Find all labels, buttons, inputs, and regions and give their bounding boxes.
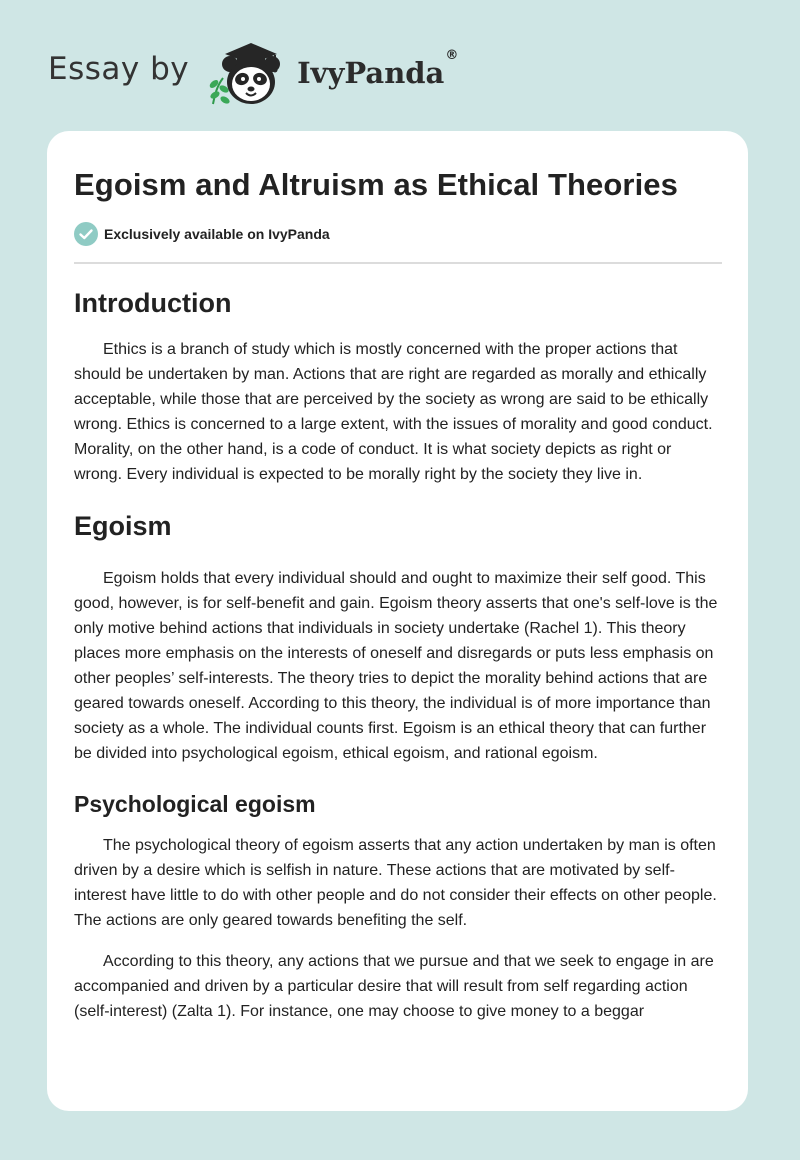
paragraph-psychological-egoism-1: The psychological theory of egoism asserts that any action undertaken by man is often driven by a desire which is selfish in nature. These actions that are motivated by self-interest have little to do with other people and do not consider their effects on other people. The actions are only geared towards benefiting the self. — [74, 837, 717, 929]
essay-card — [47, 131, 748, 1111]
paragraph-introduction-1: Ethics is a branch of study which is mostly concerned with the proper actions that should be undertaken by man. Actions that are right are regarded as morally and ethically acceptable, while those that are perceived by the society as wrong are said to be ethically wrong. Ethics is concerned to a large extent, with the issues of morality and good conduct. Morality, on the other hand, is a code of conduct. It is what society depicts as right or wrong. Every individual is expected to be morally right by the society they live in. — [74, 341, 713, 483]
heading-egoism: Egoism — [74, 511, 172, 541]
exclusive-badge — [74, 222, 722, 246]
brand-name: IvyPanda® — [297, 48, 459, 90]
heading-introduction: Introduction — [74, 288, 232, 318]
paragraph-psychological-egoism-2: According to this theory, any actions that we pursue and that we seek to engage in are accompanied and driven by a particular desire that will result from self regarding action (self-interest) (Zalta 1). For instance, one may choose to give money to a beggar — [74, 953, 714, 1020]
exclusive-badge-text: Exclusively available on IvyPanda — [104, 226, 330, 242]
site-brand[interactable] — [48, 34, 458, 110]
registered-mark: ® — [445, 48, 459, 63]
essay-title: Egoism and Altruism as Ethical Theories — [74, 167, 678, 202]
panda-graduate-logo-icon — [203, 34, 295, 110]
heading-psychological-egoism: Psychological egoism — [74, 791, 316, 817]
paragraph-egoism-1: Egoism holds that every individual should and ought to maximize their self good. This good, however, is for self-benefit and gain. Egoism theory asserts that one's self-love is the only motive behind actions that individuals in society undertake (Rachel 1). This theory places more emphasis on the interests of oneself and disregards or puts less emphasis on other peoples’ self-interests. The theory tries to depict the morality behind actions that are geared towards oneself. According to this theory, the individual is of more importance than society as a whole. The individual counts first. Egoism is an ethical theory that can further be divided into psychological egoism, ethical egoism, and rational egoism. — [74, 570, 718, 762]
brand-prefix: Essay by — [48, 51, 190, 87]
title-divider — [74, 262, 722, 264]
check-circle-icon — [74, 222, 98, 246]
